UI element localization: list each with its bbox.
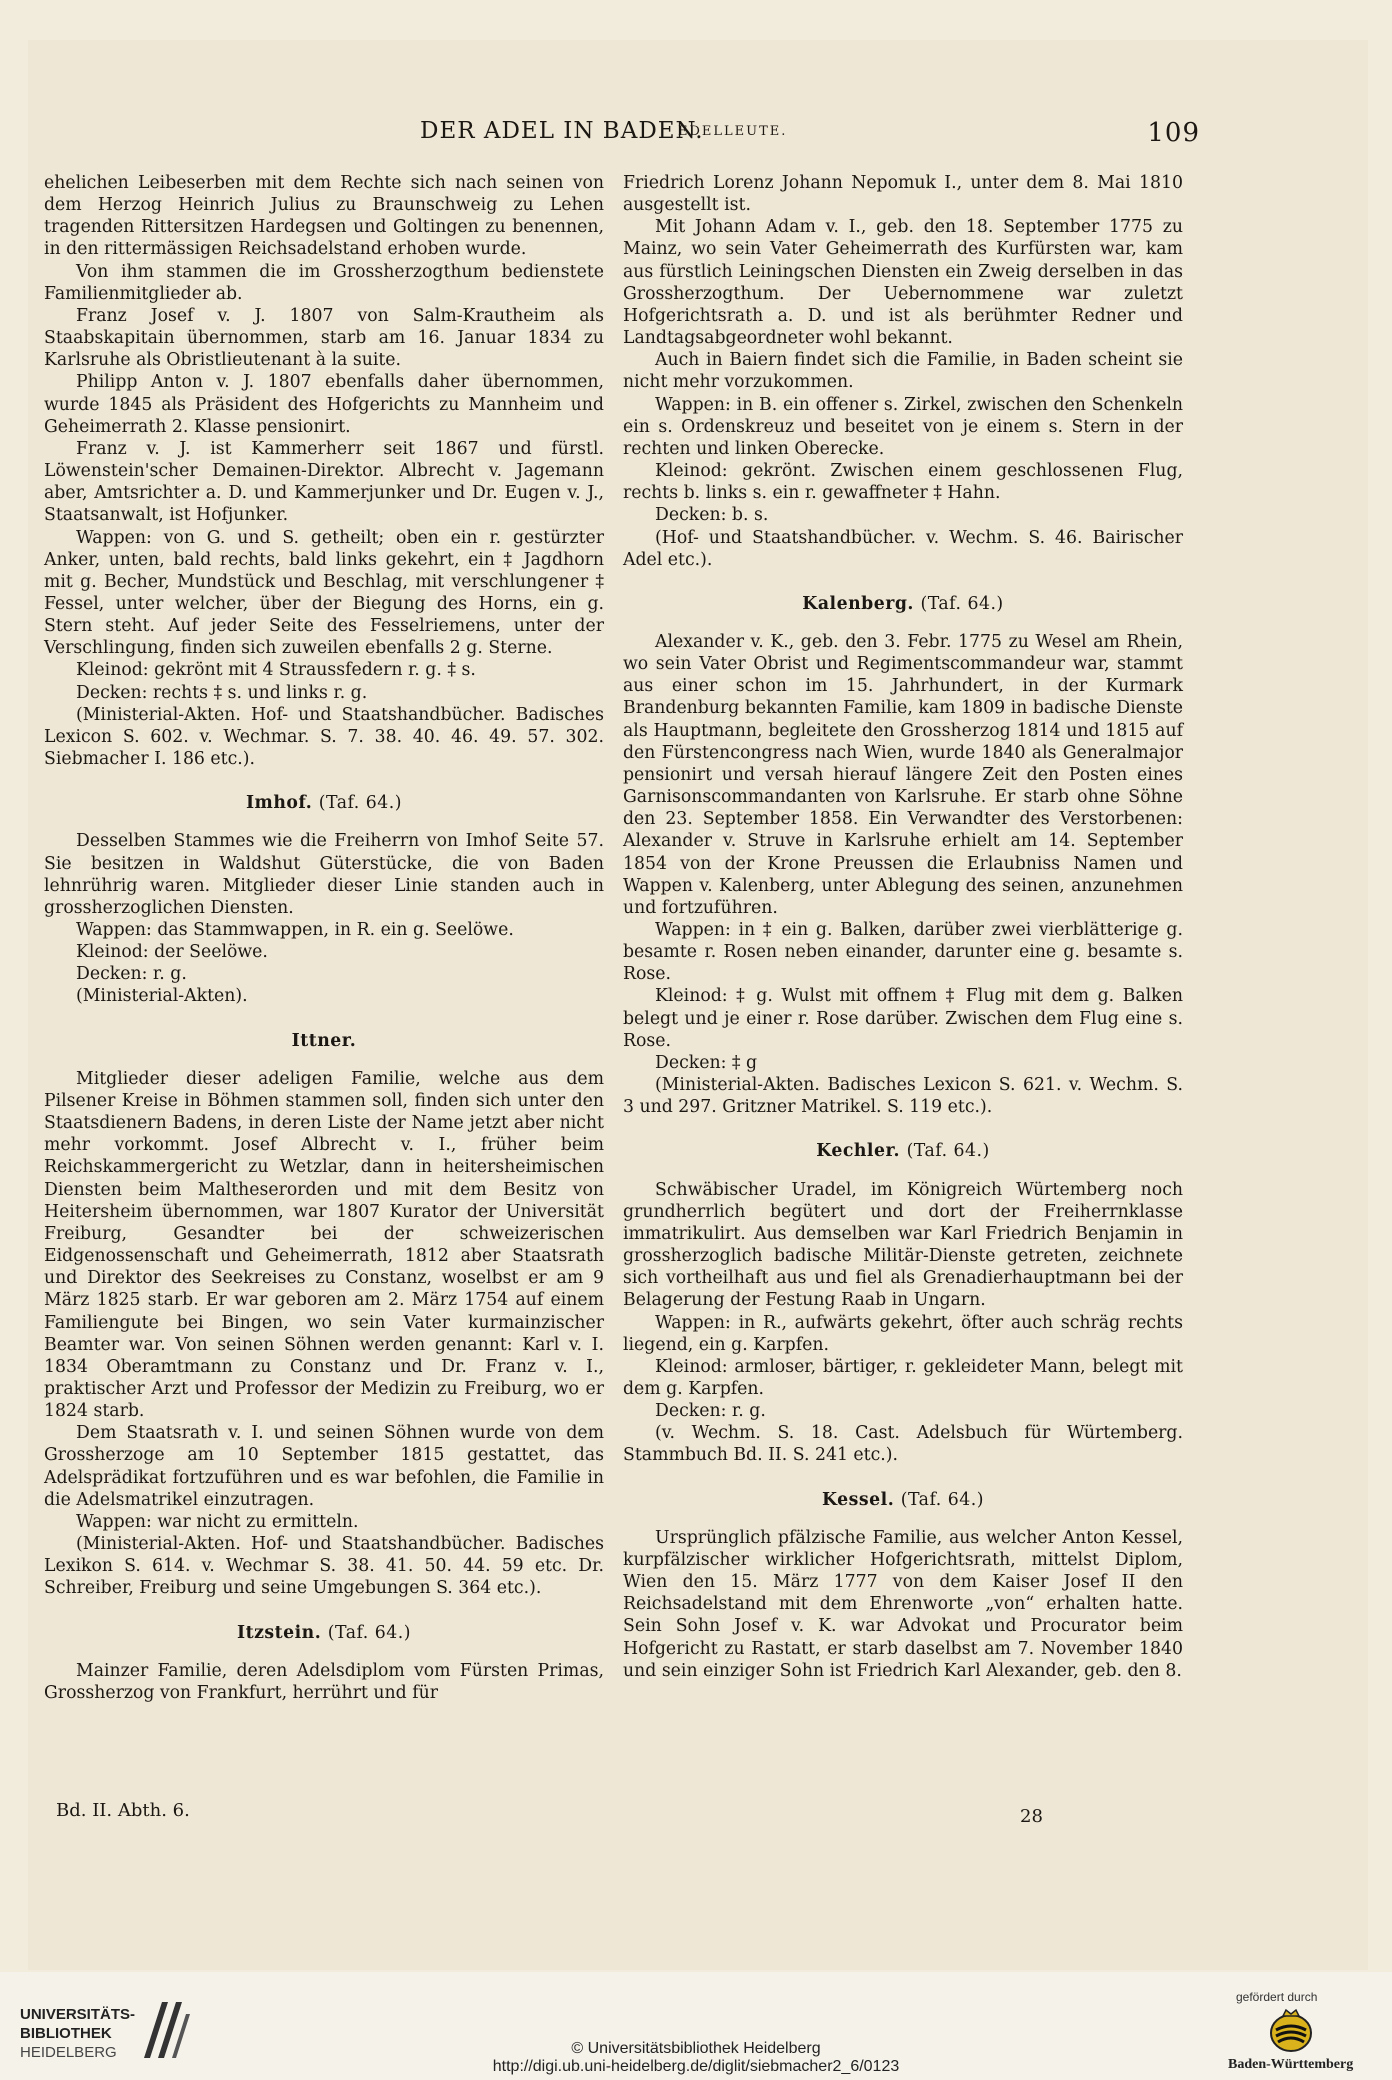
paragraph: Kleinod: der Seelöwe.	[76, 942, 268, 963]
section-name: Kechler	[816, 1141, 894, 1162]
paragraph: (Ministerial-Akten. Badisches Lexicon S. 621. v. Wechm. S. 3 und 297. Gritzner Matrikel. S. 119 etc.).	[623, 1075, 1183, 1118]
right-column	[623, 172, 1183, 1682]
paragraph: Kleinod: gekrönt mit 4 Straussfedern r. g. ‡ s.	[76, 660, 476, 681]
volume-footer: Bd. II. Abth. 6.	[56, 1800, 190, 1821]
section-heading: Itzstein. (Taf. 64.)	[237, 1622, 411, 1643]
header-title: DER ADEL IN BADEN.	[420, 118, 704, 144]
paragraph: (Ministerial-Akten. Hof- und Staatshandbücher. Badisches Lexicon S. 602. v. Wechmar. S. 7. 38. 40. 46. 49. 57. 302. Siebmacher I. 186 etc.).	[44, 704, 604, 770]
paragraph: Decken: r. g.	[655, 1401, 766, 1422]
paragraph: Alexander v. K., geb. den 3. Febr. 1775 zu Wesel am Rhein, wo sein Vater Obrist und Regimentscommandeur war, stammt aus einer schon im 15. Jahrhundert, in der Kurmark Brandenburg bekannten Familie, kam 1809 in badische Dienste als Hauptmann, begleitete den Grossherzog 1814 und 1815 auf den Fürstencongress nach Wien, wurde 1840 als Generalmajor pensionirt und versah hierauf längere Zeit den Posten eines Garnisonscommandanten von Karlsruhe. Er starb ohne Söhne den 23. September 1858. Ein Verwandter des Verstorbenen: Alexander v. Struve in Karlsruhe erhielt am 14. September 1854 von der Krone Preussen die Erlaubniss Namen und Wappen v. Kalenberg, unter Ablegung des seinen, anzunehmen und fortzuführen.	[623, 631, 1183, 918]
paragraph: Philipp Anton v. J. 1807 ebenfalls daher übernommen, wurde 1845 als Präsident des Hofgerichts zu Mannheim und Geheimerrath 2. Klasse pensionirt.	[44, 372, 604, 437]
paragraph: Decken: rechts ‡ s. und links r. g.	[76, 682, 368, 703]
paragraph: (Ministerial-Akten. Hof- und Staatshandbücher. Badisches Lexikon S. 614. v. Wechmar S. 38. 41. 50. 44. 59 etc. Dr. Schreiber, Freiburg und seine Umgebungen S. 364 etc.).	[44, 1534, 604, 1599]
sponsor-name: Baden-Württemberg	[1228, 2057, 1354, 2072]
coat-of-arms-icon	[1268, 2008, 1314, 2054]
left-column	[44, 172, 604, 1704]
section-heading: Kechler. (Taf. 64.)	[816, 1141, 990, 1162]
paragraph: Mainzer Familie, deren Adelsdiplom vom Fürsten Primas, Grossherzog von Frankfurt, herrührt und für	[44, 1660, 604, 1703]
paragraph: Kleinod: gekrönt. Zwischen einem geschlossenen Flug, rechts b. links s. ein r. gewaffneter ‡ Hahn.	[623, 461, 1183, 504]
paragraph: Kleinod: ‡ g. Wulst mit offnem ‡ Flug mit dem g. Balken belegt und je einer r. Rose darüber. Zwischen dem Flug eine s. Rose.	[623, 986, 1183, 1051]
paragraph: Wappen: in B. ein offener s. Zirkel, zwischen den Schenkeln ein s. Ordenskreuz und beseitet von je einem s. Stern in der rechten und linken Oberecke.	[623, 394, 1183, 459]
paragraph: Decken: b. s.	[655, 505, 769, 526]
paragraph: (Ministerial-Akten).	[76, 986, 248, 1007]
paragraph: (Hof- und Staatshandbücher. v. Wechm. S. 46. Bairischer Adel etc.).	[623, 527, 1183, 570]
section-heading: Kalenberg. (Taf. 64.)	[802, 593, 1004, 614]
paragraph: Wappen: in R., aufwärts gekehrt, öfter auch schräg rechts liegend, ein g. Karpfen.	[623, 1312, 1183, 1355]
paragraph: ehelichen Leibeserben mit dem Rechte sich nach seinen von dem Herzog Heinrich Julius zu Braunschweig zu Lehen tragenden Rittersitzen Hardegsen und Goltingen zu benennen, in den rittermässigen Reichsadelstand erhoben wurde.	[44, 173, 604, 260]
signature-mark: 28	[1020, 1806, 1043, 1827]
plate-reference: (Taf. 64.)	[327, 1622, 411, 1643]
page-number: 109	[1147, 118, 1200, 148]
library-name-line3: HEIDELBERG	[20, 2044, 117, 2061]
section-name: Imhof	[245, 793, 306, 814]
paragraph: Desselben Stammes wie die Freiherrn von Imhof Seite 57. Sie besitzen in Waldshut Güterstücke, die von Baden lehnrührig waren. Mitglieder dieser Linie standen auch in grossherzoglichen Diensten.	[44, 831, 604, 918]
paragraph: (v. Wechm. S. 18. Cast. Adelsbuch für Würtemberg. Stammbuch Bd. II. S. 241 etc.).	[623, 1423, 1183, 1466]
paragraph: Decken: r. g.	[76, 964, 187, 985]
library-name-line1: UNIVERSITÄTS-	[20, 2006, 136, 2023]
paragraph: Von ihm stammen die im Grossherzogthum bedienstete Familienmitglieder ab.	[44, 261, 604, 304]
plate-reference: (Taf. 64.)	[906, 1141, 990, 1162]
paragraph: Auch in Baiern findet sich die Familie, in Baden scheint sie nicht mehr vorzukommen.	[623, 350, 1183, 393]
section-heading: Kessel. (Taf. 64.)	[822, 1489, 984, 1510]
paragraph: Decken: ‡ g	[655, 1052, 758, 1073]
section-heading: Ittner.	[291, 1030, 357, 1051]
paragraph: Wappen: war nicht zu ermitteln.	[76, 1511, 359, 1532]
paragraph: Franz Josef v. J. 1807 von Salm-Krautheim als Staabskapitain übernommen, starb am 16. Januar 1834 zu Karlsruhe als Obristlieutenant à la suite.	[44, 305, 604, 371]
paragraph: Schwäbischer Uradel, im Königreich Würtemberg noch grundherrlich begütert und dort der Freiherrnklasse immatrikulirt. Aus demselben war Karl Friedrich Benjamin in grossherzoglich badische Militär-Dienste getreten, zeichnete sich vortheilhaft aus und fiel als Grenadierhauptmann bei der Belagerung der Festung Raab in Ungarn.	[623, 1179, 1183, 1311]
copyright-text: © Universitätsbibliothek Heidelberg	[571, 2040, 821, 2057]
library-name-line2: BIBLIOTHEK	[20, 2025, 112, 2042]
sponsor-label: gefördert durch	[1236, 1990, 1318, 2004]
paragraph: Kleinod: armloser, bärtiger, r. gekleideter Mann, belegt mit dem g. Karpfen.	[623, 1356, 1183, 1399]
section-name: Ittner	[291, 1030, 350, 1051]
plate-reference: (Taf. 64.)	[920, 593, 1004, 614]
section-heading: Imhof. (Taf. 64.)	[245, 793, 403, 814]
plate-reference: (Taf. 64.)	[318, 793, 403, 814]
source-url[interactable]: http://digi.ub.uni-heidelberg.de/diglit/siebmacher2_6/0123	[492, 2058, 900, 2075]
plate-reference: (Taf. 64.)	[900, 1489, 984, 1510]
paragraph: Dem Staatsrath v. I. und seinen Söhnen wurde von dem Grossherzoge am 10 September 1815 gestattet, das Adelsprädikat fortzuführen und es war befohlen, die Familie in die Adelsmatrikel einzutragen.	[44, 1423, 604, 1510]
paragraph: Wappen: von G. und S. getheilt; oben ein r. gestürzter Anker, unten, bald rechts, bald links gekehrt, ein ‡ Jagdhorn mit g. Becher, Mundstück und Beschlag, mit verschlungener ‡ Fessel, unter welcher, über der Biegung des Horns, ein g. Stern steht. Auf jeder Seite des Fesselriemens, unter der Verschlingung, finden sich zuweilen ebenfalls 2 g. Sterne.	[44, 527, 604, 659]
paragraph: Ursprünglich pfälzische Familie, aus welcher Anton Kessel, kurpfälzischer wirklicher Hofgerichtsrath, mittelst Diplom, Wien den 15. März 1777 von dem Kaiser Josef II den Reichsadelstand mit dem Ehrenworte „von“ erhalten hatte. Sein Sohn Josef v. K. war Advokat und Procurator beim Hofgericht zu Rastatt, er starb daselbst am 7. November 1840 und sein einziger Sohn ist Friedrich Karl Alexander, geb. den 8.	[623, 1527, 1183, 1681]
section-name: Itzstein	[237, 1622, 315, 1643]
paragraph: Franz v. J. ist Kammerherr seit 1867 und fürstl. Löwenstein'scher Demainen-Direktor. Albrecht v. Jagemann aber, Amtsrichter a. D. und Kammerjunker und Dr. Eugen v. J., Staatsanwalt, ist Hofjunker.	[44, 438, 604, 526]
section-name: Kalenberg	[802, 593, 908, 614]
header-subtitle: EDELLEUTE.	[678, 124, 788, 139]
paragraph: Friedrich Lorenz Johann Nepomuk I., unter dem 8. Mai 1810 ausgestellt ist.	[623, 173, 1183, 216]
paragraph: Wappen: das Stammwappen, in R. ein g. Seelöwe.	[76, 920, 514, 940]
section-name: Kessel	[822, 1489, 888, 1510]
paragraph: Wappen: in ‡ ein g. Balken, darüber zwei vierblätterige g. besamte r. Rosen neben einander, darunter eine g. besamte s. Rose.	[623, 920, 1183, 985]
paragraph: Mit Johann Adam v. I., geb. den 18. September 1775 zu Mainz, wo sein Vater Geheimerrath des Kurfürsten war, kam aus fürstlich Leiningschen Diensten ein Zweig derselben in das Grossherzogthum. Der Uebernommene war zuletzt Hofgerichtsrath a. D. und ist als berühmter Redner und Landtagsabgeordneter wohl bekannt.	[623, 217, 1183, 349]
running-header	[420, 118, 1200, 158]
paragraph: Mitglieder dieser adeligen Familie, welche aus dem Pilsener Kreise in Böhmen stammen soll, finden sich unter den Staatsdienern Badens, in deren Liste der Name jetzt aber nicht mehr vorkommt. Josef Albrecht v. I., früher beim Reichskammergericht zu Wetzlar, dann in heitersheimischen Diensten beim Maltheserorden und mit dem Besitz von Heitersheim übernommen, war 1807 Kurator der Universität Freiburg, Gesandter bei der schweizerischen Eidgenossenschaft und Geheimerrath, 1812 aber Staatsrath und Direktor des Seekreises zu Constanz, woselbst er am 9 März 1825 starb. Er war geboren am 2. März 1754 auf einem Familiengute bei Bingen, wo sein Vater kurmainzischer Beamter war. Von seinen Söhnen werden genannt: Karl v. I. 1834 Oberamtmann zu Constanz und Dr. Franz v. I., praktischer Arzt und Professor der Medizin zu Freiburg, wo er 1824 starb.	[44, 1068, 604, 1422]
